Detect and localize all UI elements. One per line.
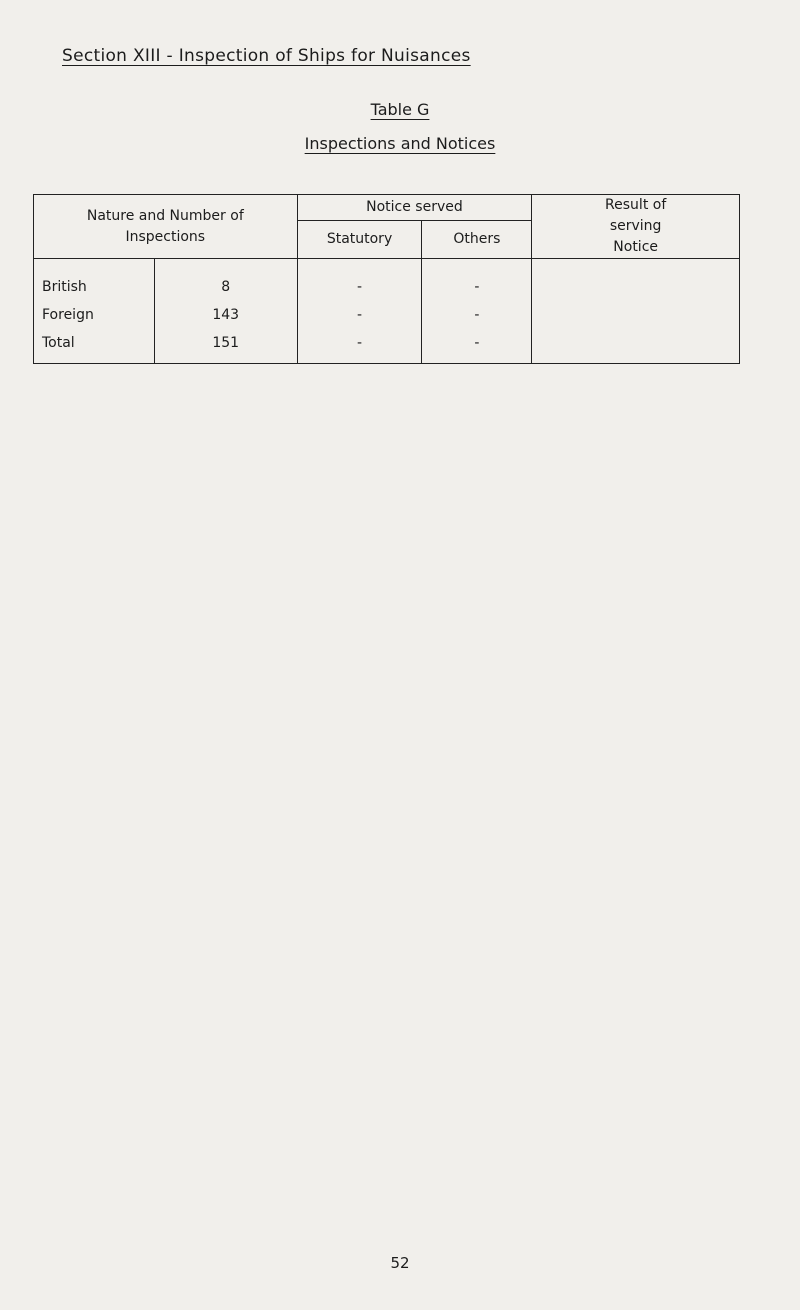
- result-header-line2: serving: [609, 218, 662, 234]
- statutory-total: -: [356, 335, 363, 351]
- others-foreign: -: [474, 307, 480, 323]
- notice-served-header: Notice served: [297, 195, 532, 221]
- row-label-total: Total: [42, 335, 75, 351]
- number-foreign: 143: [212, 307, 240, 323]
- label-column: [34, 259, 155, 364]
- table-caption: Inspections and Notices: [304, 134, 496, 153]
- statutory-column: [297, 259, 422, 364]
- inspections-table: [33, 194, 740, 364]
- result-british: [532, 273, 739, 301]
- nature-header-line2: Inspections: [125, 228, 206, 245]
- section-title: Section XIII - Inspection of Ships for Nuisances: [62, 46, 471, 66]
- result-header-line3: Notice: [613, 239, 659, 255]
- table-label: Table G: [370, 100, 430, 119]
- others-header: Others: [422, 221, 532, 259]
- statutory-british: -: [356, 279, 363, 295]
- row-label-british: British: [42, 279, 87, 295]
- nature-header-line1: Nature and Number of: [86, 207, 244, 224]
- others-column: [422, 259, 532, 364]
- result-header: [532, 195, 740, 259]
- table-body-row: [34, 259, 740, 364]
- result-header-line1: Result of: [605, 197, 667, 213]
- page-number: 52: [390, 1254, 410, 1272]
- row-label-foreign: Foreign: [42, 307, 94, 323]
- result-column: [532, 259, 740, 364]
- statutory-foreign: -: [356, 307, 363, 323]
- others-british: -: [474, 279, 480, 295]
- number-total: 151: [212, 335, 240, 351]
- number-column: [154, 259, 297, 364]
- number-british: 8: [221, 279, 231, 295]
- nature-header: [34, 195, 298, 259]
- result-total: [532, 329, 739, 357]
- result-foreign: [532, 301, 739, 329]
- others-total: -: [474, 335, 480, 351]
- statutory-header: Statutory: [297, 221, 422, 259]
